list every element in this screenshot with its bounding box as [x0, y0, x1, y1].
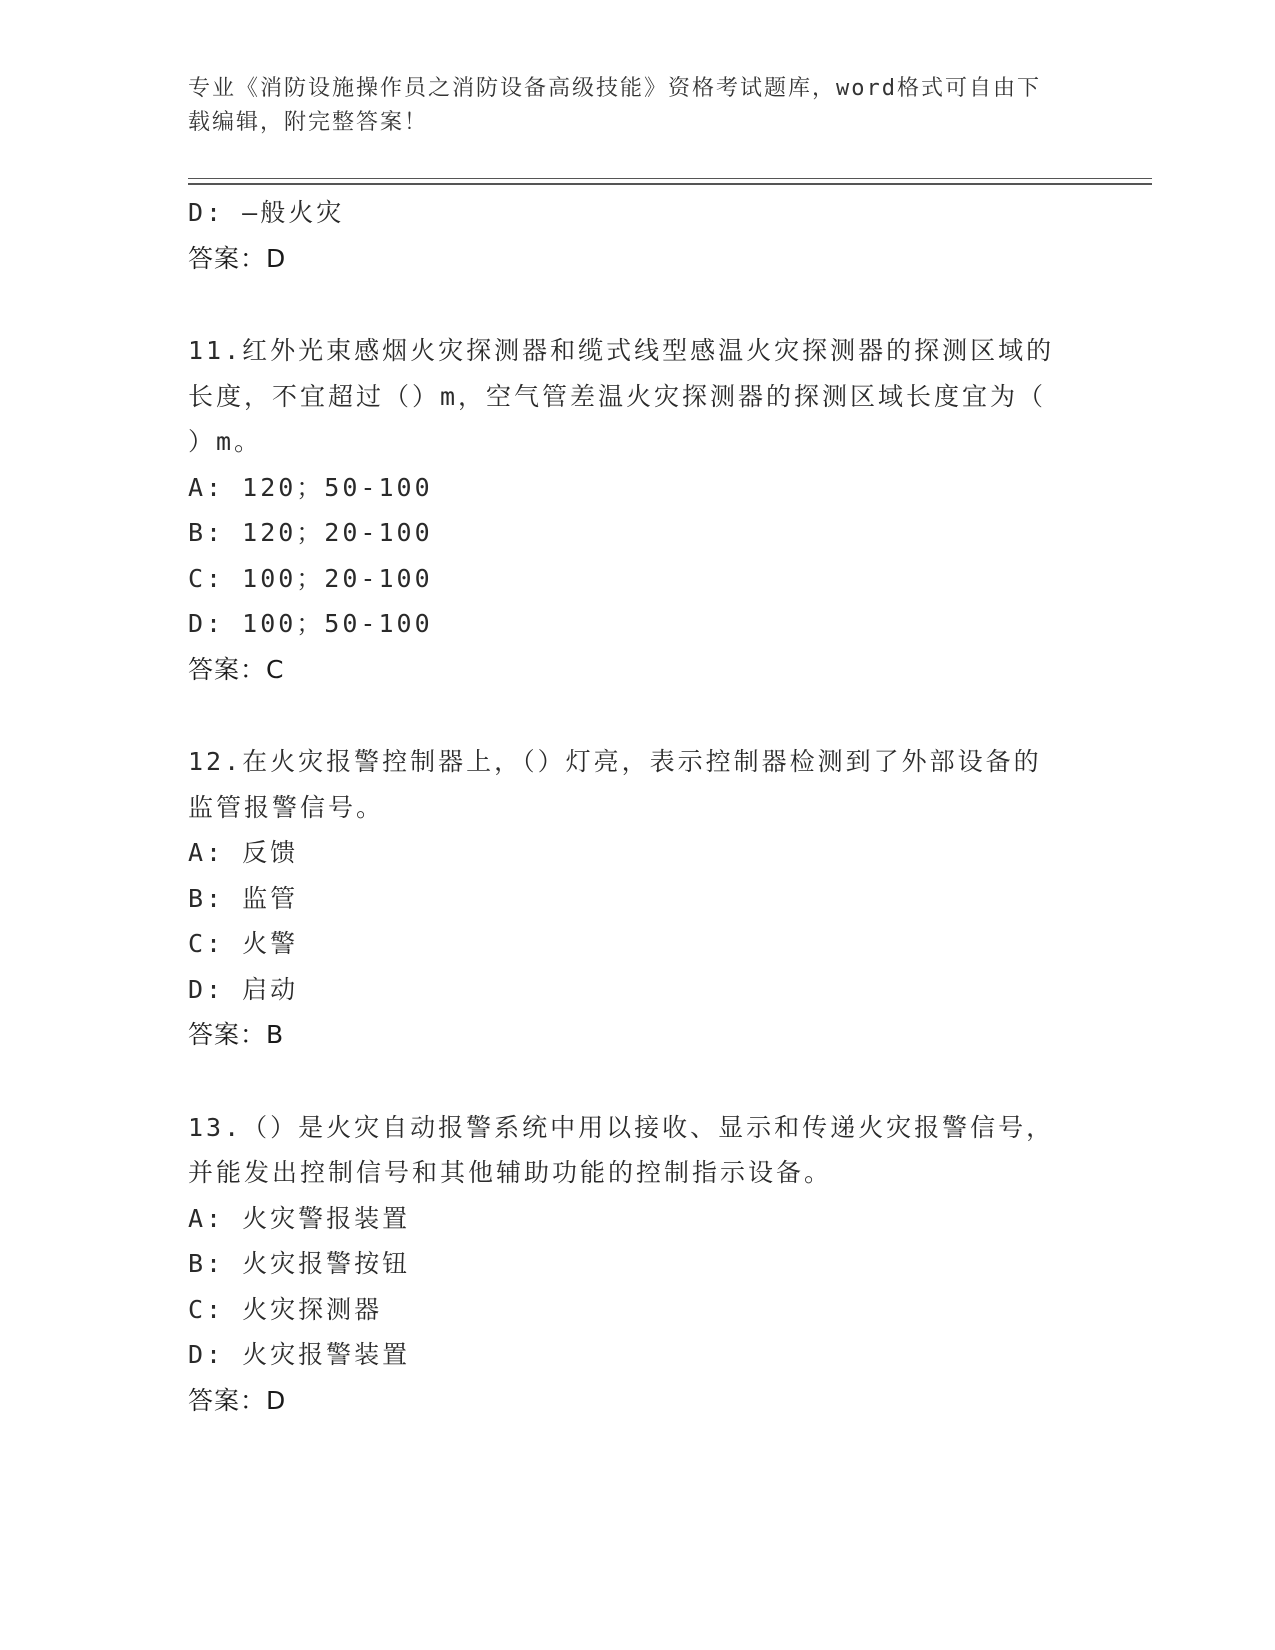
question-11-line-3: ）m。	[188, 427, 263, 456]
question-13-answer: 答案：D	[188, 1385, 287, 1415]
header-line-1: 专业《消防设施操作员之消防设备高级技能》资格考试题库，word格式可自由下	[188, 76, 1041, 101]
question-13-option-d: D: 火灾报警装置	[188, 1340, 411, 1369]
question-12	[188, 739, 1088, 1058]
header-rule-top	[188, 178, 1152, 179]
question-12-option-a: A: 反馈	[188, 838, 299, 867]
question-13-line-2: 并能发出控制信号和其他辅助功能的控制指示设备。	[188, 1158, 833, 1187]
question-11-line-2: 长度，不宜超过（）m，空气管差温火灾探测器的探测区域长度宜为（	[188, 381, 1047, 411]
prev-option-d: D: —般火灾	[188, 198, 345, 227]
document-header	[188, 72, 1068, 140]
header-rule-bottom	[188, 183, 1152, 185]
question-11-line-1: 11.红外光束感烟火灾探测器和缆式线型感温火灾探测器的探测区域的	[188, 336, 1055, 365]
question-12-option-b: B: 监管	[188, 883, 299, 913]
question-12-line-2: 监管报警信号。	[188, 792, 385, 822]
question-13-option-b: B: 火灾报警按钮	[188, 1249, 411, 1278]
question-12-option-d: D: 启动	[188, 974, 299, 1004]
prev-answer: 答案：D	[188, 243, 287, 273]
question-13-option-c: C: 火灾探测器	[188, 1294, 383, 1324]
question-13-line-1: 13.（）是火灾自动报警系统中用以接收、显示和传递火灾报警信号，	[188, 1112, 1055, 1142]
question-11-option-b: B: 120；20-100	[188, 518, 433, 547]
question-13-option-a: A: 火灾警报装置	[188, 1203, 411, 1233]
question-12-option-c: C: 火警	[188, 929, 299, 958]
question-12-line-1: 12.在火灾报警控制器上，（）灯亮，表示控制器检测到了外部设备的	[188, 747, 1042, 776]
question-13	[188, 1105, 1088, 1424]
question-11-option-a: A: 120；50-100	[188, 472, 433, 502]
question-11-option-c: C: 100；20-100	[188, 563, 433, 593]
document-body	[188, 190, 1088, 1423]
header-line-2: 载编辑，附完整答案！	[188, 110, 429, 135]
question-11	[188, 328, 1088, 692]
question-12-answer: 答案：B	[188, 1020, 285, 1049]
question-11-answer: 答案：C	[188, 654, 285, 684]
question-11-option-d: D: 100；50-100	[188, 609, 433, 638]
